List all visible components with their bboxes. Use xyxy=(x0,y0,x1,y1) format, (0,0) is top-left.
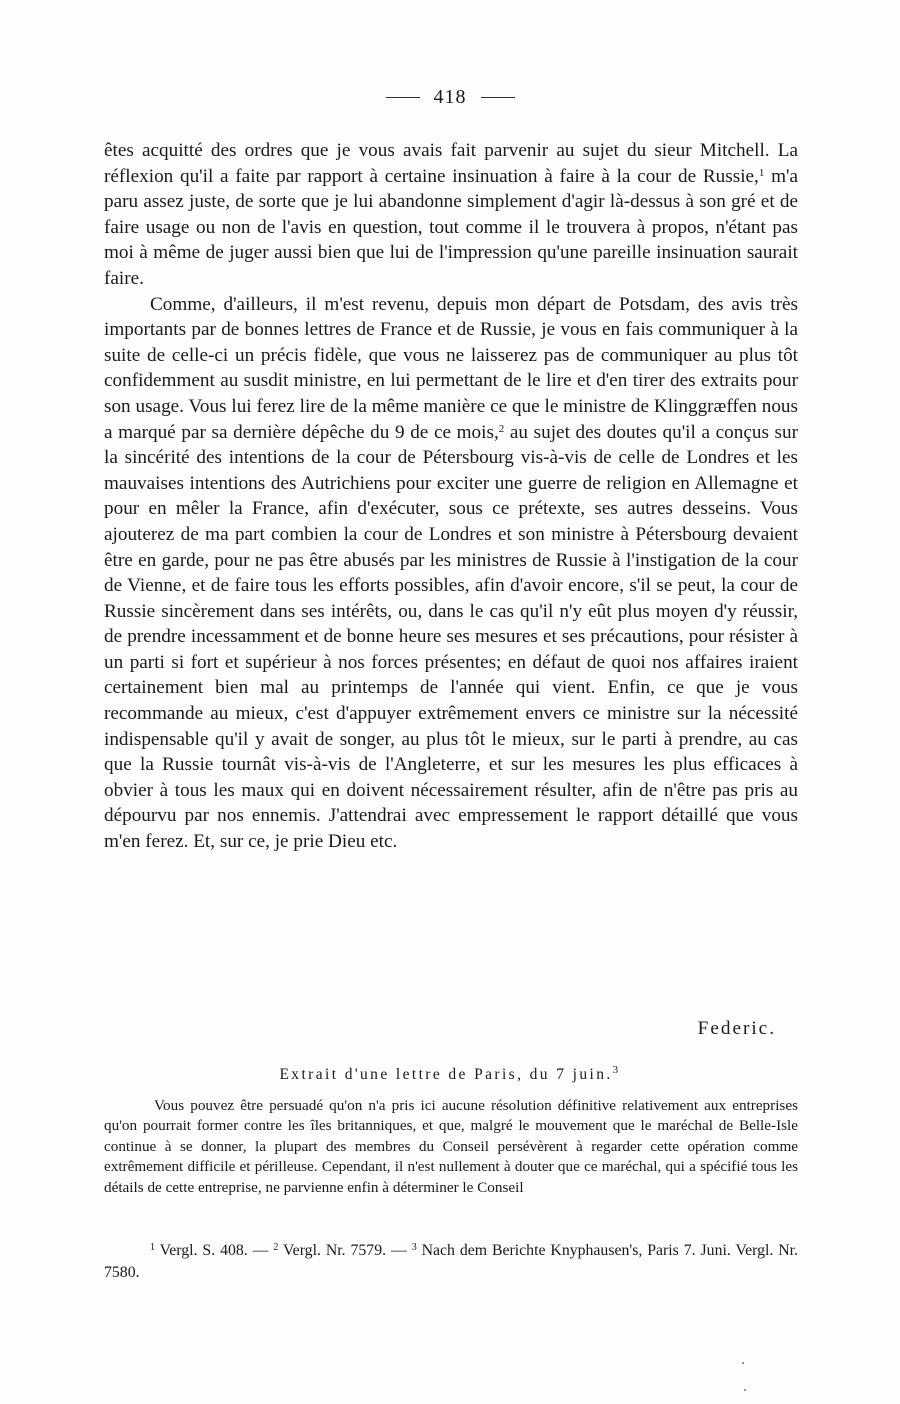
letter-paragraph-2 xyxy=(104,292,798,855)
footnote-mark-2: 2 xyxy=(273,1242,279,1253)
extract-paragraph: Vous pouvez être persuadé qu'on n'a pris ici aucune résolution définitive relativement aux entreprises qu'on pourrait former contre les îles britanniques, et que, malgré le mouvement que le maréchal de Belle-Isle continue à se donner, la plupart des membres du Conseil persévèrent à regarder cette opération comme extrêmement difficile et périlleuse. Cependant, il n'est nullement à douter que ce maréchal, qui a spécifié tous les détails de cette entreprise, ne parvienne enfin à déterminer le Conseil xyxy=(104,1097,798,1196)
footnotes xyxy=(104,1240,798,1284)
header-rule-right xyxy=(481,97,515,98)
page-number: 418 xyxy=(433,86,467,108)
scan-speck xyxy=(744,1389,746,1391)
footnote-ref-1: 1 xyxy=(758,166,765,179)
extract-heading-text: Extrait d'une lettre de Paris, du 7 juin. xyxy=(279,1066,613,1083)
header-rule-left xyxy=(386,97,420,98)
scan-speck xyxy=(742,1362,744,1364)
page-header xyxy=(0,86,900,109)
letter-paragraph-1-text: êtes acquitté des ordres que je vous avais fait parvenir au sujet du sieur Mitchell. La réflexion qu'il a faite par rapport à certaine insinuation à faire à la cour de Russie, xyxy=(104,140,798,187)
letter-body xyxy=(104,138,798,855)
footnote-line xyxy=(104,1240,798,1284)
footnote-1: Vergl. S. 408. — xyxy=(155,1242,274,1259)
letter-paragraph-1 xyxy=(104,138,798,292)
footnote-mark-1: 1 xyxy=(150,1242,155,1253)
footnote-ref-2: 2 xyxy=(498,422,505,435)
letter-paragraph-2-text: Comme, d'ailleurs, il m'est revenu, depuis mon départ de Potsdam, des avis très importants par de bonnes lettres de France et de Russie, je vous en fais communiquer à la suite de celle-ci un précis fidèle, que vous ne laisserez pas de communiquer au plus tôt confidemment au susdit ministre, en lui permettant de le lire et d'en tirer des extraits pour son usage. Vous lui ferez lire de la même manière ce que le ministre de Klinggræffen nous a marqué par sa dernière dépêche du 9 de ce mois, xyxy=(104,293,798,443)
footnote-ref-3: 3 xyxy=(612,1064,621,1076)
letter-paragraph-2-continued: au sujet des doutes qu'il a conçus sur la sincérité des intentions de la cour de Pétersbourg vis-à-vis de celle de Londres et les mauvaises intentions des Autrichiens pour exciter une guerre de religion en Allemagne et pour en mêler la France, afin d'exécuter, sous ce prétexte, ses autres desseins. Vous ajouterez de ma part combien la cour de Londres et son ministre à Pétersbourg devaient être en garde, pour ne pas être abusés par les ministres de Russie à l'instigation de la cour de Vienne, et de faire tous les efforts possibles, afin d'avoir encore, s'il se peut, la cour de Russie sincèrement dans ses intérêts, ou, dans le cas qu'il n'y eût plus moyen d'y réussir, de prendre incessamment et de bonne heure ses mesures et ses précautions, pour résister à un parti si fort et supérieur à nos forces présentes; en défaut de quoi nos affaires iraient certainement bien mal au printemps de l'année qui vient. Enfin, ce que je vous recommande au mieux, c'est d'appuyer extrêmement envers ce ministre sur la nécessité indispensable qu'il y avait de songer, au plus tôt le mieux, sur le parti à prendre, au cas que la Russie tournât vis-à-vis de l'Angleterre, et sur les mesures les plus efficaces à obvier à tous les maux qui en doivent nécessairement résulter, afin de n'être pas pris au dépourvu par nos ennemis. J'attendrai avec empressement le rapport détaillé que vous m'en ferez. Et, sur ce, je prie Dieu etc. xyxy=(104,421,799,853)
signature: Federic. xyxy=(697,1018,776,1039)
footnote-3: Nach dem Berichte Knyphausen's, Paris 7. Juni. Vergl. Nr. 7580. xyxy=(104,1242,798,1281)
footnote-2: Vergl. Nr. 7579. — xyxy=(278,1242,412,1259)
extract-body xyxy=(104,1096,798,1198)
footnote-mark-3: 3 xyxy=(411,1242,417,1253)
extract-heading xyxy=(0,1066,900,1084)
letter-paragraph-1-continued: m'a paru assez juste, de sorte que je lui abandonne simplement d'agir là-dessus à son gré et de faire usage ou non de l'avis en question, tout comme il le trouvera à propos, n'étant pas moi à même de juger aussi bien que lui de l'impression qu'une pareille insinuation saurait faire. xyxy=(104,165,798,289)
